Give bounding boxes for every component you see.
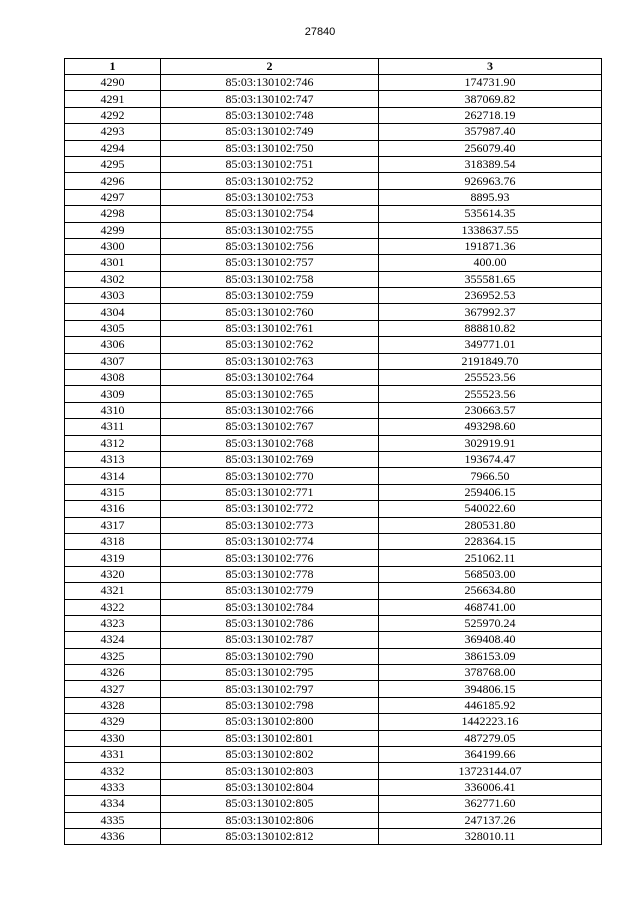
row-number-cell: 4295	[65, 156, 161, 172]
table-row	[65, 550, 602, 566]
row-number-cell: 4326	[65, 665, 161, 681]
table-row	[65, 566, 602, 582]
row-number-cell: 4323	[65, 615, 161, 631]
value-cell: 355581.65	[379, 271, 602, 287]
row-number-cell: 4303	[65, 288, 161, 304]
table-row	[65, 681, 602, 697]
table-row	[65, 648, 602, 664]
row-number-cell: 4297	[65, 189, 161, 205]
table-row	[65, 828, 602, 844]
table-row	[65, 730, 602, 746]
row-number-cell: 4300	[65, 238, 161, 254]
cadastral-number-cell: 85:03:130102:762	[161, 337, 379, 353]
cadastral-number-cell: 85:03:130102:770	[161, 468, 379, 484]
cadastral-number-cell: 85:03:130102:764	[161, 370, 379, 386]
row-number-cell: 4328	[65, 697, 161, 713]
cadastral-number-cell: 85:03:130102:747	[161, 91, 379, 107]
row-number-cell: 4315	[65, 484, 161, 500]
value-cell: 247137.26	[379, 812, 602, 828]
cadastral-number-cell: 85:03:130102:746	[161, 75, 379, 91]
value-cell: 369408.40	[379, 632, 602, 648]
table-row	[65, 435, 602, 451]
table-row	[65, 533, 602, 549]
value-cell: 318389.54	[379, 156, 602, 172]
column-header-3: 3	[379, 59, 602, 75]
table-row	[65, 124, 602, 140]
cadastral-number-cell: 85:03:130102:795	[161, 665, 379, 681]
cadastral-number-cell: 85:03:130102:752	[161, 173, 379, 189]
row-number-cell: 4305	[65, 320, 161, 336]
cadastral-number-cell: 85:03:130102:773	[161, 517, 379, 533]
table-row	[65, 599, 602, 615]
row-number-cell: 4318	[65, 533, 161, 549]
registry-table	[64, 58, 602, 845]
value-cell: 2191849.70	[379, 353, 602, 369]
value-cell: 255523.56	[379, 386, 602, 402]
value-cell: 888810.82	[379, 320, 602, 336]
value-cell: 525970.24	[379, 615, 602, 631]
table-row	[65, 517, 602, 533]
row-number-cell: 4320	[65, 566, 161, 582]
cadastral-number-cell: 85:03:130102:787	[161, 632, 379, 648]
cadastral-number-cell: 85:03:130102:801	[161, 730, 379, 746]
table-row	[65, 173, 602, 189]
table-row	[65, 779, 602, 795]
value-cell: 1442223.16	[379, 714, 602, 730]
value-cell: 468741.00	[379, 599, 602, 615]
cadastral-number-cell: 85:03:130102:779	[161, 583, 379, 599]
value-cell: 336006.41	[379, 779, 602, 795]
table-row	[65, 796, 602, 812]
row-number-cell: 4314	[65, 468, 161, 484]
table-row	[65, 288, 602, 304]
value-cell: 446185.92	[379, 697, 602, 713]
cadastral-number-cell: 85:03:130102:784	[161, 599, 379, 615]
table-row	[65, 91, 602, 107]
column-header-2: 2	[161, 59, 379, 75]
row-number-cell: 4301	[65, 255, 161, 271]
table-row	[65, 140, 602, 156]
table-row	[65, 75, 602, 91]
cadastral-number-cell: 85:03:130102:786	[161, 615, 379, 631]
row-number-cell: 4329	[65, 714, 161, 730]
value-cell: 256079.40	[379, 140, 602, 156]
table-row	[65, 501, 602, 517]
value-cell: 535614.35	[379, 206, 602, 222]
table-row	[65, 468, 602, 484]
cadastral-number-cell: 85:03:130102:753	[161, 189, 379, 205]
row-number-cell: 4309	[65, 386, 161, 402]
table-row	[65, 615, 602, 631]
page-number: 27840	[304, 26, 336, 38]
row-number-cell: 4321	[65, 583, 161, 599]
row-number-cell: 4317	[65, 517, 161, 533]
table-row	[65, 222, 602, 238]
value-cell: 357987.40	[379, 124, 602, 140]
cadastral-number-cell: 85:03:130102:806	[161, 812, 379, 828]
row-number-cell: 4331	[65, 747, 161, 763]
cadastral-number-cell: 85:03:130102:759	[161, 288, 379, 304]
row-number-cell: 4334	[65, 796, 161, 812]
value-cell: 251062.11	[379, 550, 602, 566]
table-row	[65, 353, 602, 369]
cadastral-number-cell: 85:03:130102:765	[161, 386, 379, 402]
table-row	[65, 583, 602, 599]
row-number-cell: 4313	[65, 451, 161, 467]
row-number-cell: 4310	[65, 402, 161, 418]
row-number-cell: 4298	[65, 206, 161, 222]
value-cell: 236952.53	[379, 288, 602, 304]
row-number-cell: 4291	[65, 91, 161, 107]
table-row	[65, 484, 602, 500]
cadastral-number-cell: 85:03:130102:797	[161, 681, 379, 697]
row-number-cell: 4322	[65, 599, 161, 615]
table-row	[65, 238, 602, 254]
value-cell: 394806.15	[379, 681, 602, 697]
cadastral-number-cell: 85:03:130102:750	[161, 140, 379, 156]
row-number-cell: 4330	[65, 730, 161, 746]
cadastral-number-cell: 85:03:130102:769	[161, 451, 379, 467]
table-row	[65, 812, 602, 828]
row-number-cell: 4316	[65, 501, 161, 517]
row-number-cell: 4336	[65, 828, 161, 844]
cadastral-number-cell: 85:03:130102:804	[161, 779, 379, 795]
cadastral-number-cell: 85:03:130102:772	[161, 501, 379, 517]
value-cell: 228364.15	[379, 533, 602, 549]
row-number-cell: 4335	[65, 812, 161, 828]
cadastral-number-cell: 85:03:130102:805	[161, 796, 379, 812]
table-row	[65, 714, 602, 730]
value-cell: 259406.15	[379, 484, 602, 500]
cadastral-number-cell: 85:03:130102:766	[161, 402, 379, 418]
value-cell: 256634.80	[379, 583, 602, 599]
row-number-cell: 4296	[65, 173, 161, 189]
cadastral-number-cell: 85:03:130102:803	[161, 763, 379, 779]
row-number-cell: 4332	[65, 763, 161, 779]
row-number-cell: 4302	[65, 271, 161, 287]
table-row	[65, 370, 602, 386]
cadastral-number-cell: 85:03:130102:771	[161, 484, 379, 500]
row-number-cell: 4290	[65, 75, 161, 91]
row-number-cell: 4294	[65, 140, 161, 156]
row-number-cell: 4319	[65, 550, 161, 566]
value-cell: 487279.05	[379, 730, 602, 746]
value-cell: 7966.50	[379, 468, 602, 484]
value-cell: 8895.93	[379, 189, 602, 205]
table-row	[65, 271, 602, 287]
value-cell: 328010.11	[379, 828, 602, 844]
row-number-cell: 4306	[65, 337, 161, 353]
table-row	[65, 632, 602, 648]
cadastral-number-cell: 85:03:130102:763	[161, 353, 379, 369]
value-cell: 1338637.55	[379, 222, 602, 238]
cadastral-number-cell: 85:03:130102:748	[161, 107, 379, 123]
value-cell: 493298.60	[379, 419, 602, 435]
cadastral-number-cell: 85:03:130102:749	[161, 124, 379, 140]
cadastral-number-cell: 85:03:130102:800	[161, 714, 379, 730]
value-cell: 255523.56	[379, 370, 602, 386]
table-row	[65, 206, 602, 222]
table-row	[65, 156, 602, 172]
table-row	[65, 419, 602, 435]
cadastral-number-cell: 85:03:130102:756	[161, 238, 379, 254]
table-row	[65, 337, 602, 353]
value-cell: 387069.82	[379, 91, 602, 107]
table-body	[65, 75, 602, 845]
value-cell: 302919.91	[379, 435, 602, 451]
row-number-cell: 4293	[65, 124, 161, 140]
header-row	[65, 59, 602, 75]
cadastral-number-cell: 85:03:130102:778	[161, 566, 379, 582]
value-cell: 400.00	[379, 255, 602, 271]
cadastral-number-cell: 85:03:130102:774	[161, 533, 379, 549]
cadastral-number-cell: 85:03:130102:755	[161, 222, 379, 238]
row-number-cell: 4327	[65, 681, 161, 697]
cadastral-number-cell: 85:03:130102:758	[161, 271, 379, 287]
cadastral-number-cell: 85:03:130102:751	[161, 156, 379, 172]
cadastral-number-cell: 85:03:130102:812	[161, 828, 379, 844]
value-cell: 280531.80	[379, 517, 602, 533]
row-number-cell: 4324	[65, 632, 161, 648]
table-row	[65, 189, 602, 205]
value-cell: 364199.66	[379, 747, 602, 763]
value-cell: 174731.90	[379, 75, 602, 91]
row-number-cell: 4304	[65, 304, 161, 320]
value-cell: 262718.19	[379, 107, 602, 123]
cadastral-number-cell: 85:03:130102:767	[161, 419, 379, 435]
cadastral-number-cell: 85:03:130102:761	[161, 320, 379, 336]
row-number-cell: 4299	[65, 222, 161, 238]
table-row	[65, 402, 602, 418]
value-cell: 230663.57	[379, 402, 602, 418]
cadastral-number-cell: 85:03:130102:776	[161, 550, 379, 566]
cadastral-number-cell: 85:03:130102:754	[161, 206, 379, 222]
table-row	[65, 320, 602, 336]
value-cell: 191871.36	[379, 238, 602, 254]
value-cell: 926963.76	[379, 173, 602, 189]
row-number-cell: 4308	[65, 370, 161, 386]
row-number-cell: 4333	[65, 779, 161, 795]
cadastral-number-cell: 85:03:130102:757	[161, 255, 379, 271]
value-cell: 386153.09	[379, 648, 602, 664]
table-row	[65, 665, 602, 681]
cadastral-number-cell: 85:03:130102:798	[161, 697, 379, 713]
row-number-cell: 4307	[65, 353, 161, 369]
table-row	[65, 386, 602, 402]
table-header	[65, 59, 602, 75]
cadastral-number-cell: 85:03:130102:760	[161, 304, 379, 320]
table-row	[65, 255, 602, 271]
value-cell: 568503.00	[379, 566, 602, 582]
cadastral-number-cell: 85:03:130102:768	[161, 435, 379, 451]
cadastral-number-cell: 85:03:130102:790	[161, 648, 379, 664]
value-cell: 367992.37	[379, 304, 602, 320]
row-number-cell: 4311	[65, 419, 161, 435]
table-row	[65, 763, 602, 779]
row-number-cell: 4292	[65, 107, 161, 123]
row-number-cell: 4325	[65, 648, 161, 664]
value-cell: 349771.01	[379, 337, 602, 353]
value-cell: 193674.47	[379, 451, 602, 467]
column-header-1: 1	[65, 59, 161, 75]
table-row	[65, 747, 602, 763]
row-number-cell: 4312	[65, 435, 161, 451]
table-row	[65, 107, 602, 123]
value-cell: 13723144.07	[379, 763, 602, 779]
value-cell: 362771.60	[379, 796, 602, 812]
value-cell: 378768.00	[379, 665, 602, 681]
table-row	[65, 697, 602, 713]
cadastral-number-cell: 85:03:130102:802	[161, 747, 379, 763]
table-row	[65, 451, 602, 467]
value-cell: 540022.60	[379, 501, 602, 517]
table-row	[65, 304, 602, 320]
